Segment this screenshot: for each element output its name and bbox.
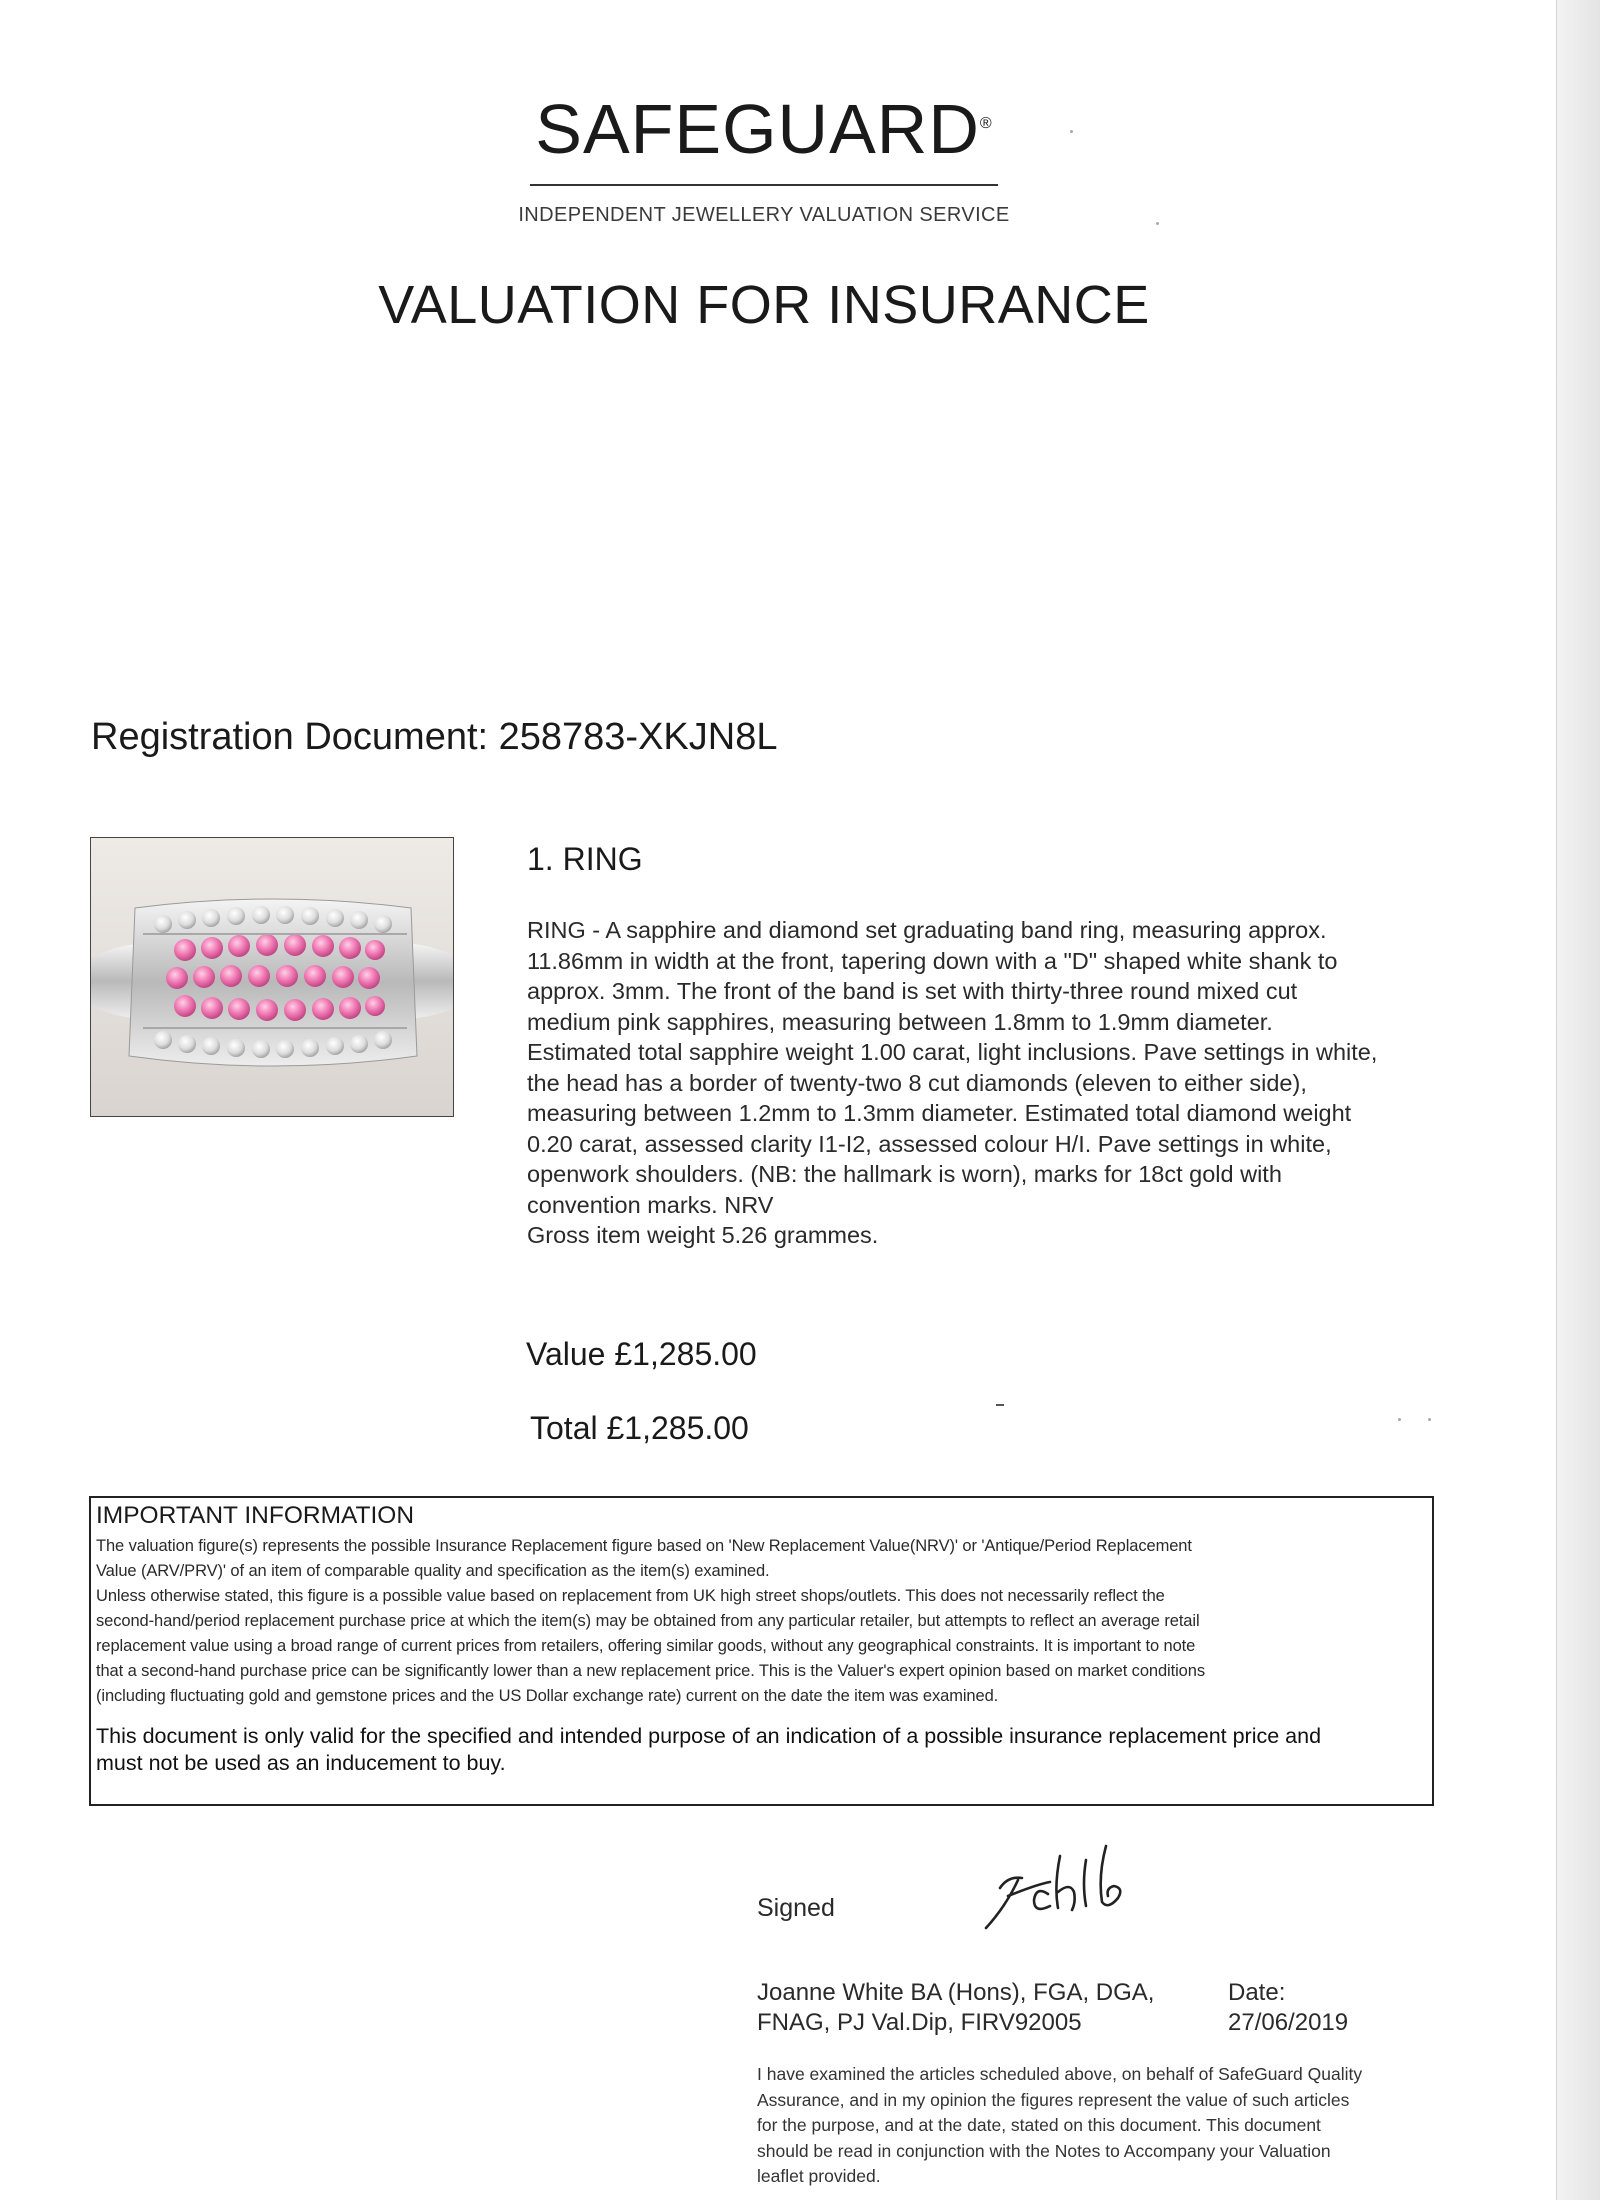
- important-information-box: [89, 1496, 1434, 1806]
- brand-subtitle: INDEPENDENT JEWELLERY VALUATION SERVICE: [518, 204, 1010, 226]
- scan-speck: [1070, 130, 1073, 133]
- signed-label: Signed: [757, 1894, 835, 1922]
- item-description: RING - A sapphire and diamond set graduating band ring, measuring approx. 11.86mm in width at the front, tapering down with a "D" shaped white shank to approx. 3mm. The front of the band is set with thirty-three round mixed cut medium pink sapphires, measuring between 1.8mm to 1.9mm diameter. Estimated total sapphire weight 1.00 carat, light inclusions. Pave settings in white, the head has a border of twenty-two 8 cut diamonds (eleven to either side), measuring between 1.2mm to 1.3mm diameter. Estimated total diamond weight 0.20 carat, assessed clarity I1-I2, assessed colour H/I. Pave settings in white, openwork shoulders. (NB: the hallmark is worn), marks for 18ct gold with convention marks. NRV Gross item weight 5.26 grammes.: [527, 917, 1378, 1248]
- brand-wordmark: SAFEGUARD: [535, 90, 980, 168]
- handwritten-signature-icon: [978, 1836, 1158, 1936]
- scan-edge: [1556, 0, 1600, 2200]
- document-title: VALUATION FOR INSURANCE: [378, 275, 1150, 335]
- important-information-body: The valuation figure(s) represents the possible Insurance Replacement figure based on 'New Replacement Value(NRV)' or 'Antique/Period Replacement Value (ARV/PRV)' of an item of comparable quality and specification as the item(s) examined. Unless otherwise stated, this figure is a possible value based on replacement from UK high street shops/outlets. This does not necessarily reflect the second-hand/period replacement purchase price at which the item(s) may be obtained from any particular retailer, but attempts to reflect an average retail replacement value using a broad range of current prices from retailers, offering similar goods, without any geographical constraints. It is important to note that a second-hand purchase price can be significantly lower than a new replacement price. This is the Valuer's expert opinion based on market conditions (including fluctuating gold and gemstone prices and the US Dollar exchange rate) current on the date the item was examined.: [96, 1537, 1205, 1705]
- item-title: 1. RING: [527, 841, 643, 877]
- scan-speck: [1156, 222, 1159, 225]
- valuer-declaration: I have examined the articles scheduled above, on behalf of SafeGuard Quality Assurance, and in my opinion the figures represent the value of such articles for the purpose, and at the date, stated on this document. This document should be read in conjunction with the Notes to Accompany your Valuation leaflet provided.: [757, 2064, 1363, 2186]
- brand-divider: [530, 184, 998, 186]
- ring-photo-icon: [91, 838, 454, 1117]
- validity-statement: This document is only valid for the specified and intended purpose of an indication of a possible insurance replacement price and must not be used as an inducement to buy.: [96, 1724, 1322, 1775]
- date-label: Date:: [1228, 1979, 1286, 2006]
- valuer-credentials: Joanne White BA (Hons), FGA, DGA, FNAG, PJ Val.Dip, FIRV92005: [757, 1979, 1155, 2036]
- total-value: Total £1,285.00: [530, 1410, 749, 1446]
- item-value: Value £1,285.00: [526, 1336, 757, 1372]
- valuation-date: 27/06/2019: [1228, 2009, 1349, 2036]
- scan-speck: [1428, 1418, 1431, 1421]
- registration-document-number: Registration Document: 258783-XKJN8L: [91, 716, 778, 758]
- scan-speck: [1398, 1418, 1401, 1421]
- ring-photo: [90, 837, 454, 1117]
- scan-speck: [996, 1404, 1004, 1406]
- brand-logo: [0, 90, 1528, 168]
- important-information-heading: IMPORTANT INFORMATION: [96, 1502, 415, 1529]
- registered-mark: ®: [979, 115, 993, 132]
